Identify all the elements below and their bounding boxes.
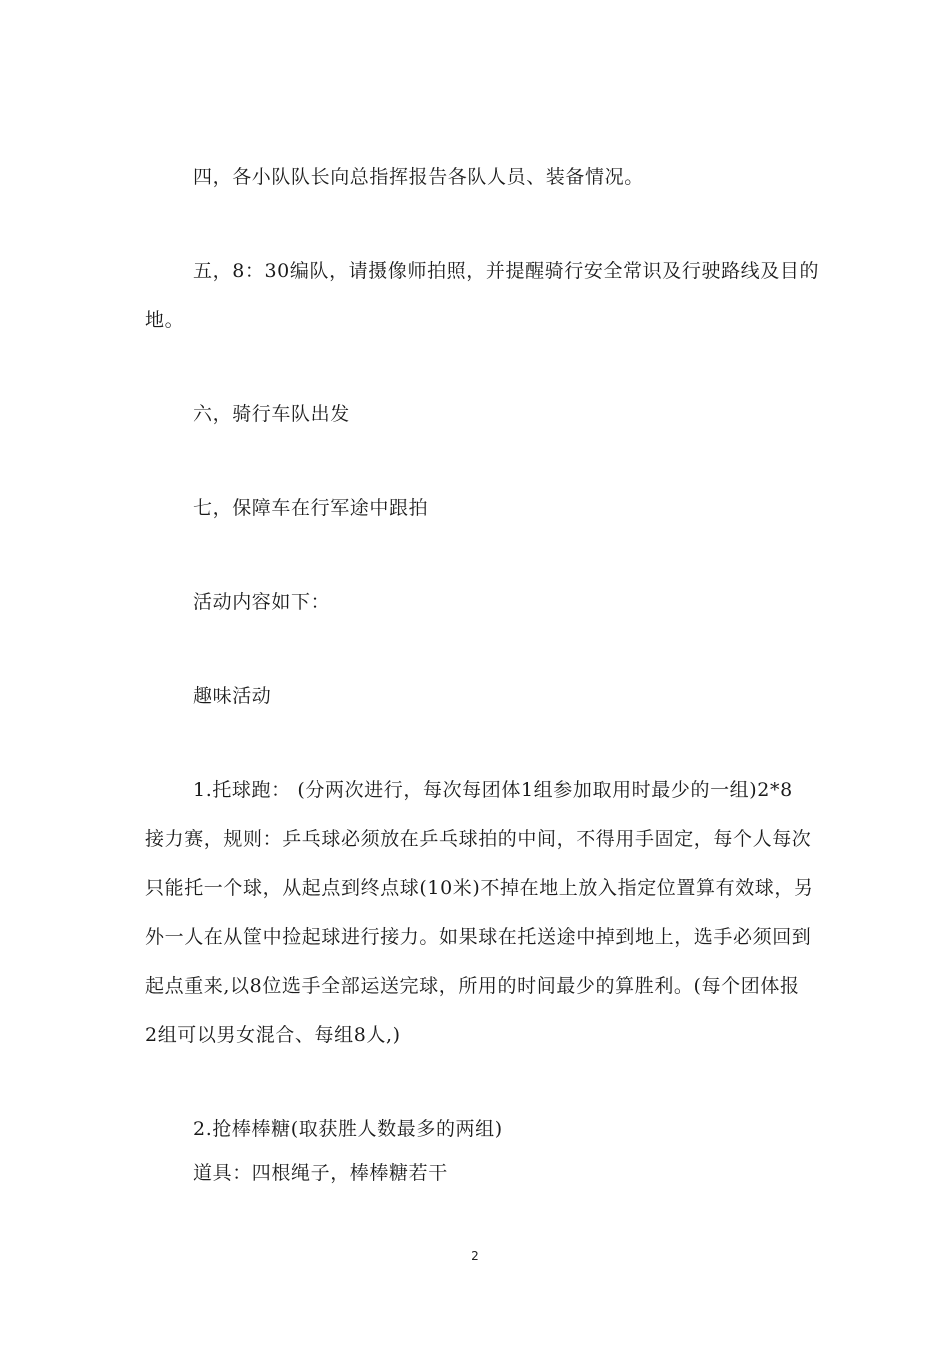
item-5-line-2: 地。 xyxy=(145,309,185,331)
game-1-line-3: 只能托一个球，从起点到终点球(10米)不掉在地上放入指定位置算有效球，另 xyxy=(145,877,814,899)
section-title: 趣味活动 xyxy=(193,685,272,707)
item-7-text: 七，保障车在行军途中跟拍 xyxy=(193,497,429,519)
item-5-line-1: 五，8：30编队，请摄像师拍照，并提醒骑行安全常识及行驶路线及目的 xyxy=(193,260,820,282)
game-1-line-6: 2组可以男女混合、每组8人,) xyxy=(145,1024,401,1046)
item-6-text: 六，骑行车队出发 xyxy=(193,403,350,425)
activity-intro: 活动内容如下： xyxy=(193,591,331,613)
item-4-text: 四，各小队队长向总指挥报告各队人员、装备情况。 xyxy=(193,166,644,188)
game-1-line-4: 外一人在从筐中捡起球进行接力。如果球在托送途中掉到地上，选手必须回到 xyxy=(145,926,812,948)
page-number: 2 xyxy=(471,1249,479,1263)
game-1-line-1: 1.托球跑： (分两次进行，每次每团体1组参加取用时最少的一组)2*8 xyxy=(193,779,793,801)
game-2-title: 2.抢棒棒糖(取获胜人数最多的两组) xyxy=(193,1118,503,1140)
game-1-line-5: 起点重来,以8位选手全部运送完球，所用的时间最少的算胜利。(每个团体报 xyxy=(145,975,800,997)
game-2-props: 道具：四根绳子，棒棒糖若干 xyxy=(193,1162,448,1184)
game-1-line-2: 接力赛，规则：乒乓球必须放在乒乓球拍的中间，不得用手固定，每个人每次 xyxy=(145,828,812,850)
